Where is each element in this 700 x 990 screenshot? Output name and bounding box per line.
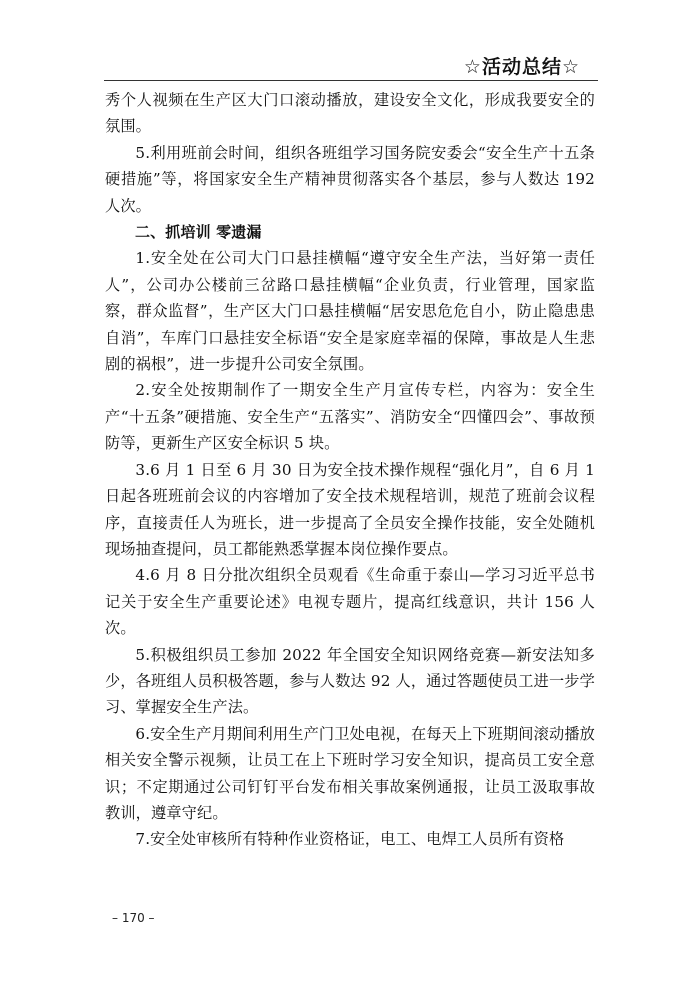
page-header-title: ☆活动总结☆ bbox=[463, 56, 580, 78]
paragraph-item-1-banners: 1.安全处在公司大门口悬挂横幅“遵守安全生产法，当好第一责任人”，公司办公楼前三岔路口悬挂横幅“企业负责，行业管理，国家监察，群众监督”，生产区大门口悬挂横幅“居安思危危自小，防止隐患患自消”，车库门口悬挂安全标语“安全是家庭幸福的保障，事故是人生悲剧的祸根”，进一步提升公司安全氛围。 bbox=[105, 249, 595, 374]
paragraph-item-2-bulletin: 2.安全处按期制作了一期安全生产月宣传专栏，内容为：安全生产“十五条”硬措施、安全生产“五落实”、消防安全“四懂四会”、事故预防等，更新生产区安全标识 5 块。 bbox=[105, 381, 595, 453]
paragraph-item-7-certificates: 7.安全处审核所有特种作业资格证，电工、电焊工人员所有资格 bbox=[135, 830, 565, 849]
paragraph-item-3-month: 3.6 月 1 日至 6 月 30 日为安全技术操作规程“强化月”，自 6 月 1 日起各班班前会议的内容增加了安全技术规程培训，规范了班前会议程序，直接责任人为班长，进一步提高了全员安全操作技能，安全处随机现场抽查提问，员工都能熟悉掌握本岗位操作要点。 bbox=[105, 460, 595, 558]
section-heading-training: 二、抓培训 零遗漏 bbox=[135, 223, 262, 242]
paragraph-item-6-tv: 6.安全生产月期间利用生产门卫处电视，在每天上下班期间滚动播放相关安全警示视频，让员工在上下班时学习安全知识，提高员工安全意识；不定期通过公司钉钉平台发布相关事故案例通报，让员工汲取事故教训，遵章守纪。 bbox=[105, 724, 595, 822]
paragraph-item-5-contest: 5.积极组织员工参加 2022 年全国安全知识网络竞赛—新安法知多少，各班组人员积极答题，参与人数达 92 人，通过答题使员工进一步学习、掌握安全生产法。 bbox=[105, 645, 595, 717]
body-text bbox=[105, 87, 595, 853]
paragraph-item-4-film: 4.6 月 8 日分批次组织全员观看《生命重于泰山—学习习近平总书记关于安全生产重要论述》电视专题片，提高红线意识，共计 156 人次。 bbox=[105, 566, 595, 638]
paragraph-item-5-meeting: 5.利用班前会时间，组织各班组学习国务院安委会“安全生产十五条硬措施”等，将国家安全生产精神贯彻落实各个基层，参与人数达 192 人次。 bbox=[105, 143, 595, 215]
header-divider bbox=[104, 80, 598, 81]
paragraph-continuation: 秀个人视频在生产区大门口滚动播放，建设安全文化，形成我要安全的氛围。 bbox=[105, 91, 595, 136]
page-number: – 170 – bbox=[112, 911, 155, 925]
